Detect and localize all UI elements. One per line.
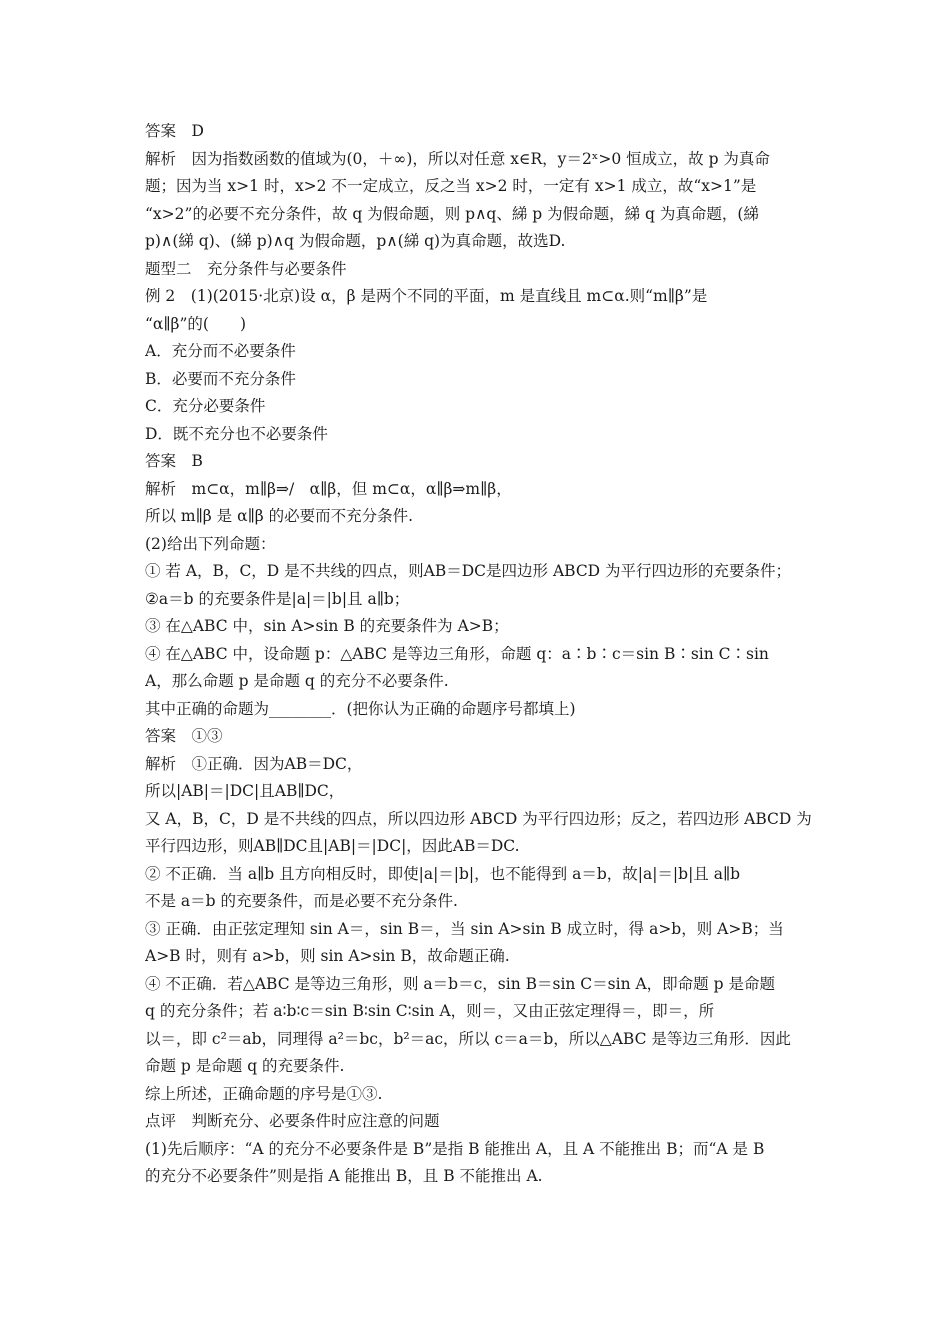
- analysis-line: 所以 m∥β 是 α∥β 的必要而不充分条件.: [145, 507, 414, 525]
- answer-label-2: 答案 B: [145, 452, 203, 470]
- comment-heading: 点评 判断充分、必要条件时应注意的问题: [145, 1112, 440, 1130]
- example-line: 例 2 (1)(2015·北京)设 α，β 是两个不同的平面，m 是直线且 m⊂α.则“m∥β”是: [145, 287, 708, 305]
- proposition-line: ① 若 A，B，C，D 是不共线的四点，则AB＝DC是四边形 ABCD 为平行四边形的充要条件；: [145, 562, 792, 580]
- analysis-line: 解析 因为指数函数的值域为(0，＋∞)，所以对任意 x∈R，y＝2ˣ>0 恒成立，故 p 为真命: [145, 149, 770, 168]
- question-line: 其中正确的命题为________．(把你认为正确的命题序号都填上): [145, 699, 576, 718]
- option-a: A．充分而不必要条件: [145, 342, 296, 360]
- proposition-line: A，那么命题 p 是命题 q 的充分不必要条件.: [145, 672, 449, 690]
- analysis-line: 解析 m⊂α，m∥β⇒/ α∥β，但 m⊂α，α∥β⇒m∥β，: [145, 479, 512, 498]
- summary-line: 综上所述，正确命题的序号是①③.: [145, 1084, 383, 1103]
- answer-label-3: 答案 ①③: [145, 727, 223, 745]
- analysis-line: ② 不正确．当 a∥b 且方向相反时，即使|a|＝|b|，也不能得到 a＝b，故|a|＝|b|且 a∥b: [145, 864, 741, 883]
- option-c: C．充分必要条件: [145, 397, 266, 415]
- analysis-line: ③ 正确．由正弦定理知 sin A＝，sin B＝，当 sin A>sin B 成立时，得 a>b，则 A>B；当: [145, 919, 784, 938]
- document-page: [145, 118, 815, 1191]
- question-line: (2)给出下列命题：: [145, 534, 276, 553]
- proposition-line: ④ 在△ABC 中，设命题 p：△ABC 是等边三角形，命题 q：a∶b∶c＝sin B∶sin C∶sin: [145, 644, 769, 663]
- analysis-line: p)∧(綈 q)、(綈 p)∧q 为假命题，p∧(綈 q)为真命题，故选D.: [145, 232, 566, 250]
- analysis-line: 解析 ①正确．因为AB＝DC，: [145, 754, 363, 773]
- analysis-line: 不是 a＝b 的充要条件，而是必要不充分条件.: [145, 892, 458, 910]
- analysis-line: “x>2”的必要不充分条件，故 q 为假命题，则 p∧q、綈 p 为假命题，綈 q 为真命题，(綈: [145, 204, 759, 223]
- analysis-line: 题；因为当 x>1 时，x>2 不一定成立，反之当 x>2 时，一定有 x>1 成立，故“x>1”是: [145, 177, 757, 195]
- option-b: B．必要而不充分条件: [145, 369, 296, 388]
- analysis-line: 又 A，B，C，D 是不共线的四点，所以四边形 ABCD 为平行四边形；反之，若四边形 ABCD 为: [145, 809, 812, 828]
- analysis-line: q 的充分条件；若 a∶b∶c＝sin B∶sin C∶sin A，则＝，又由正弦定理得＝，即＝，所: [145, 1002, 715, 1020]
- option-d: D．既不充分也不必要条件: [145, 424, 328, 443]
- answer-label-1: 答案 D: [145, 122, 204, 140]
- analysis-line: 平行四边形，则AB∥DC且|AB|＝|DC|，因此AB＝DC.: [145, 837, 520, 855]
- analysis-line: ④ 不正确．若△ABC 是等边三角形，则 a＝b＝c，sin B＝sin C＝sin A，即命题 p 是命题: [145, 974, 775, 993]
- comment-line: (1)先后顺序：“A 的充分不必要条件是 B”是指 B 能推出 A，且 A 不能推出 B；而“A 是 B: [145, 1139, 765, 1158]
- proposition-line: ③ 在△ABC 中，sin A>sin B 的充要条件为 A>B；: [145, 617, 509, 635]
- analysis-line: A>B 时，则有 a>b，则 sin A>sin B，故命题正确.: [145, 947, 510, 965]
- analysis-line: 所以|AB|＝|DC|且AB∥DC，: [145, 782, 345, 800]
- section-heading: 题型二 充分条件与必要条件: [145, 259, 347, 278]
- analysis-line: 命题 p 是命题 q 的充要条件.: [145, 1057, 345, 1075]
- example-line: “α∥β”的( ): [145, 314, 247, 333]
- proposition-line: ②a＝b 的充要条件是|a|＝|b|且 a∥b；: [145, 589, 410, 608]
- comment-line: 的充分不必要条件”则是指 A 能推出 B，且 B 不能推出 A.: [145, 1167, 543, 1185]
- analysis-line: 以＝，即 c²＝ab，同理得 a²＝bc，b²＝ac，所以 c＝a＝b，所以△ABC 是等边三角形．因此: [145, 1029, 791, 1048]
